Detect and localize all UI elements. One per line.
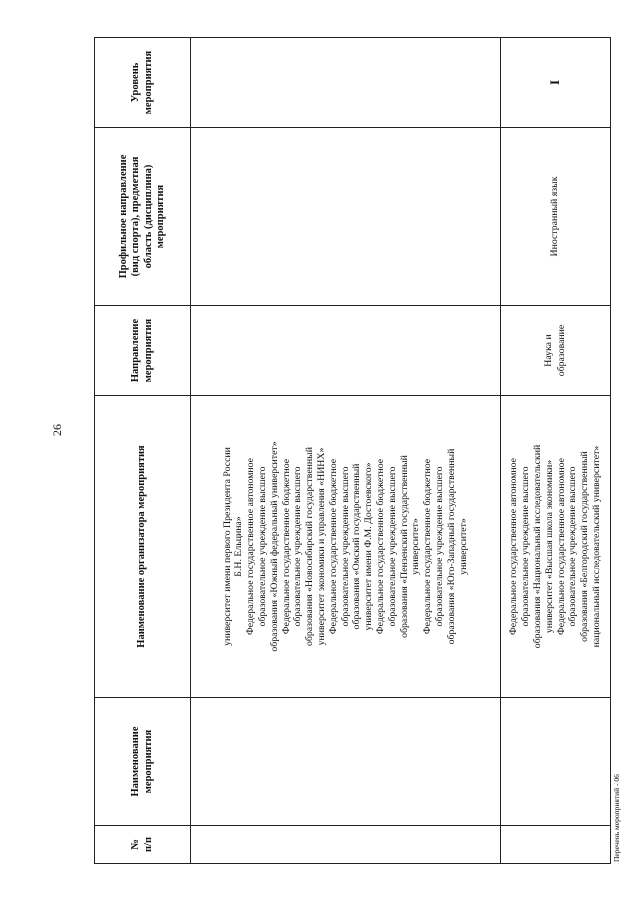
row-number-cell (501, 826, 611, 864)
footer-text: Перечень мероприятий - 06 (612, 774, 621, 862)
rotated-table-container (94, 38, 610, 864)
header-profile: Профильное направление (вид спорта), предметная область (дисциплина) мероприятия (95, 128, 191, 306)
header-number: № п/п (95, 826, 191, 864)
row-organizer-cell: Федеральное государственное автономное образовательное учреждение высшего образования «Национальный исследовательский университет «Высшая школа экономики» Федеральное государственное автономное образовательное учреждение высшего образования «Белгородский государственный национальный исследовательский университет» (501, 396, 611, 698)
row-number-cell (191, 826, 501, 864)
table-row (501, 38, 611, 864)
table-row (191, 38, 501, 864)
row-event-name-cell (501, 698, 611, 826)
row-level-cell: I (501, 38, 611, 128)
header-direction: Направление мероприятия (95, 306, 191, 396)
table-header-row (95, 38, 191, 864)
row-profile-cell (191, 128, 501, 306)
page-number: 26 (50, 424, 64, 436)
row-level-cell (191, 38, 501, 128)
row-organizer-cell: университет имени первого Президента России Б.Н. Ельцина» Федеральное государственное автономное образовательное учреждение высшего образования «Южный федеральный университет» Федеральное государственное бюджетное образовательное учреждение высшего образования «Новосибирский государственный университет экономики и управления «НИНХ» Федеральное государственное бюджетное образовательное учреждение высшего образования «Омский государственный университет имени Ф.М. Достоевского» Федеральное государственное бюджетное образовательное учреждение высшего образования «Пензенский государственный университет» Федеральное государственное бюджетное образовательное учреждение высшего образования «Юго-Западный государственный университет» (191, 396, 501, 698)
row-direction-cell: Наука и образование (501, 306, 611, 396)
header-level: Уровень мероприятия (95, 38, 191, 128)
header-event-name: Наименование мероприятия (95, 698, 191, 826)
events-table (94, 37, 611, 864)
row-event-name-cell (191, 698, 501, 826)
header-organizer: Наименование организатора мероприятия (95, 396, 191, 698)
row-direction-cell (191, 306, 501, 396)
row-profile-cell: Иностранный язык (501, 128, 611, 306)
